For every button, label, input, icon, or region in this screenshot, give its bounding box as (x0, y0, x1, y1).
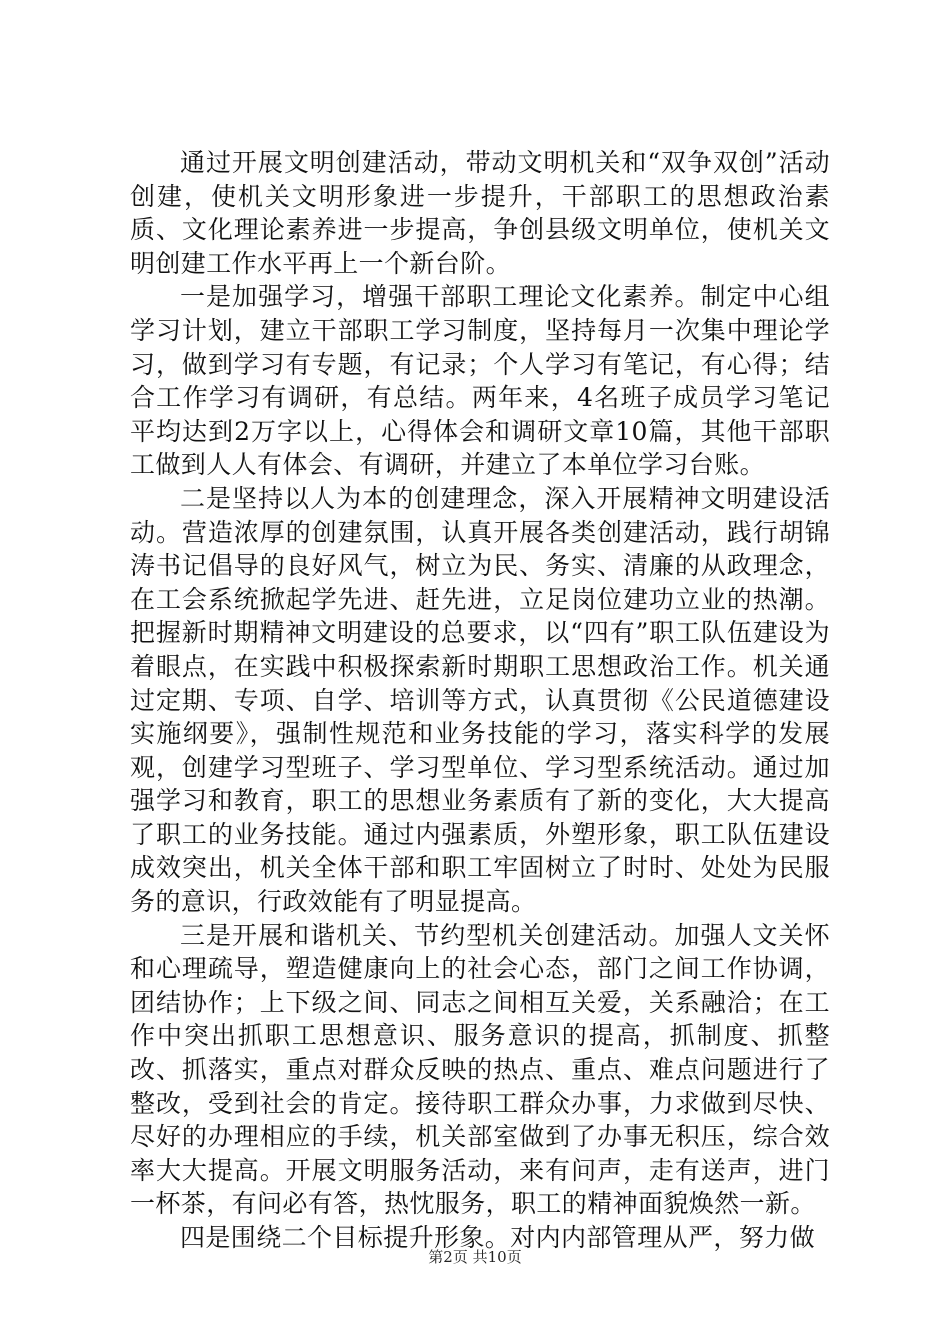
paragraph-harmony: 三是开展和谐机关、节约型机关创建活动。加强人文关怀和心理疏导，塑造健康向上的社会心态，部门之间工作协调，团结协作；上下级之间、同志之间相互关爱，关系融洽；在工作中突出抓职工思想意识、服务意识的提高，抓制度、抓整改、抓落实，重点对群众反映的热点、重点、难点问题进行了整改，受到社会的肯定。接待职工群众办事，力求做到尽快、尽好的办理相应的手续，机关部室做到了办事无积压，综合效率大大提高。开展文明服务活动，来有问声，走有送声，进门一杯茶，有问必有答，热忱服务，职工的精神面貌焕然一新。 (130, 920, 830, 1219)
page-number-footer: 第2页 共10页 (428, 1248, 522, 1266)
paragraph-civilization: 二是坚持以人为本的创建理念，深入开展精神文明建设活动。营造浓厚的创建氛围，认真开展各类创建活动，践行胡锦涛书记倡导的良好风气，树立为民、务实、清廉的从政理念，在工会系统掀起学先进、赶先进，立足岗位建功立业的热潮。把握新时期精神文明建设的总要求，以“四有”职工队伍建设为着眼点，在实践中积极探索新时期职工思想政治工作。机关通过定期、专项、自学、培训等方式，认真贯彻《公民道德建设实施纲要》，强制性规范和业务技能的学习，落实科学的发展观，创建学习型班子、学习型单位、学习型系统活动。通过加强学习和教育，职工的思想业务素质有了新的变化，大大提高了职工的业务技能。通过内强素质，外塑形象，职工队伍建设成效突出，机关全体干部和职工牢固树立了时时、处处为民服务的意识，行政效能有了明显提高。 (130, 483, 830, 917)
document-body (130, 146, 830, 1255)
paragraph-study: 一是加强学习，增强干部职工理论文化素养。制定中心组学习计划，建立干部职工学习制度，坚持每月一次集中理论学习，做到学习有专题，有记录；个人学习有笔记，有心得；结合工作学习有调研，有总结。两年来，4名班子成员学习笔记平均达到2万字以上，心得体会和调研文章10篇，其他干部职工做到人人有体会、有调研，并建立了本单位学习台账。 (130, 282, 830, 480)
paragraph-goals: 四是围绕二个目标提升形象。对内内部管理从严，努力做 (180, 1223, 816, 1252)
paragraph-intro: 通过开展文明创建活动，带动文明机关和“双争双创”活动创建，使机关文明形象进一步提升，干部职工的思想政治素质、文化理论素养进一步提高，争创县级文明单位，使机关文明创建工作水平再上一个新台阶。 (130, 148, 830, 278)
